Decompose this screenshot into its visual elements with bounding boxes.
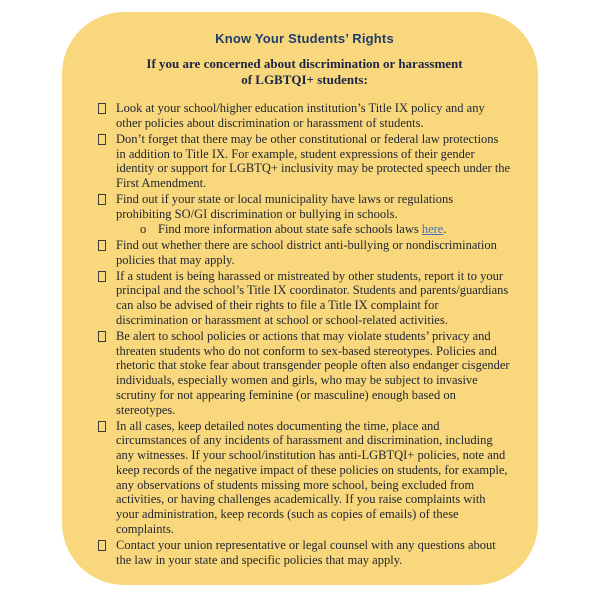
list-item-text: Be alert to school policies or actions that may violate students’ privacy and threaten students who do not conform to sex-based stereotypes. Policies and rhetoric that stoke fear about transgender people often also endanger cisgender individuals, especially women and girls, who may be subject to invasive scrutiny for not appearing feminine (or masculine) enough based on stereotypes. — [116, 329, 510, 417]
sub-item-text — [158, 222, 446, 237]
list-item — [98, 238, 511, 267]
list-item — [98, 329, 511, 417]
card-subtitle — [98, 56, 511, 88]
safe-schools-here-link[interactable]: here — [421, 221, 444, 236]
sub-item-prefix: Find more information about state safe schools laws — [158, 221, 422, 236]
list-item — [98, 538, 511, 567]
checkbox-bullet-icon — [98, 540, 106, 551]
list-item — [98, 132, 511, 191]
checkbox-bullet-icon — [98, 134, 106, 145]
circle-bullet: o — [140, 221, 147, 236]
list-item — [98, 101, 511, 130]
list-item — [98, 269, 511, 328]
list-item-text: Don’t forget that there may be other constitutional or federal law protections in addition to Title IX. For example, student expressions of their gender identity or support for LGBTQ+ inclusivity may be protected speech under the First Amendment. — [116, 131, 511, 191]
card-title: Know Your Students’ Rights — [215, 31, 394, 46]
list-item-text: In all cases, keep detailed notes documenting the time, place and circumstances of any incidents of harassment and discrimination, including any witnesses. If your school/institution has anti-LGBTQI+ policies, note and keep records of the negative impact of these policies on students, for example, any observations of students missing more school, being excluded from activities, or having challenges academically. If you raise complaints with your administration, keep records (such as copies of emails) of these complaints. — [116, 418, 508, 536]
rights-list — [98, 101, 511, 567]
list-item — [98, 192, 511, 236]
checkbox-bullet-icon — [98, 240, 106, 251]
checkbox-bullet-icon — [98, 331, 106, 342]
list-item-text: Contact your union representative or legal counsel with any questions about the law in your state and specific policies that may apply. — [116, 537, 496, 567]
sub-list-item — [140, 222, 511, 237]
rights-card — [62, 12, 538, 585]
list-item — [98, 419, 511, 537]
checkbox-bullet-icon — [98, 271, 106, 282]
checkbox-bullet-icon — [98, 421, 106, 432]
list-item-text: If a student is being harassed or mistreated by other students, report it to your principal and the school’s Title IX coordinator. Students and parents/guardians can also be advised of their rights to file a Title IX complaint for discrimination or harassment at school or school-related activities. — [116, 268, 509, 327]
checkbox-bullet-icon — [98, 103, 106, 114]
list-item-text: Look at your school/higher education institution’s Title IX policy and any other policies about discrimination or harassment of students. — [116, 101, 485, 130]
card-subtitle-line1: If you are concerned about discrimination or harassment — [146, 56, 463, 71]
list-item-text — [116, 192, 511, 236]
list-item-text: Find out whether there are school district anti-bullying or nondiscrimination policies that may apply. — [116, 237, 497, 267]
card-subtitle-line2: of LGBTQI+ students: — [241, 72, 368, 87]
checkbox-bullet-icon — [98, 194, 106, 205]
sub-item-suffix: . — [443, 221, 447, 236]
list-item-main-text: Find out if your state or local municipality have laws or regulations prohibiting SO/GI discrimination or bullying in schools. — [116, 192, 454, 221]
